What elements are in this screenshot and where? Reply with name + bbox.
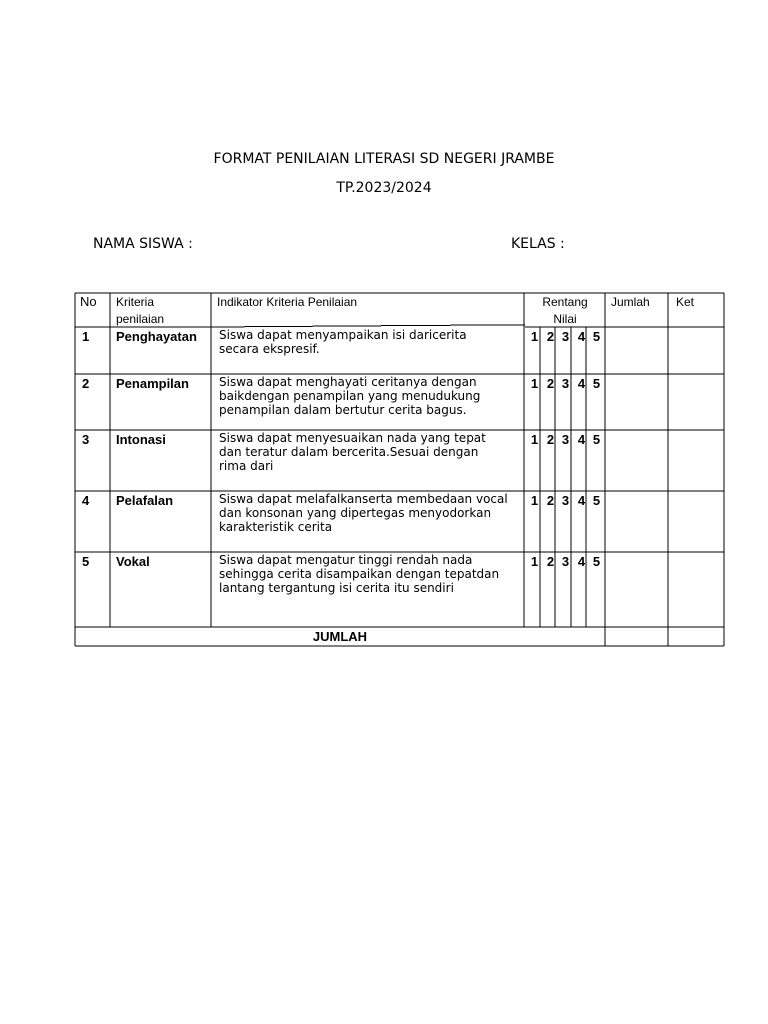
score-option-2: 2 (546, 376, 555, 391)
header-criteria-line2: penilaian (116, 312, 165, 326)
score-option-4: 4 (577, 329, 586, 344)
criterion-name: Intonasi (116, 432, 166, 447)
score-option-1: 1 (530, 376, 539, 391)
criterion-name: Vokal (116, 554, 150, 569)
score-option-4: 4 (577, 554, 586, 569)
header-no: No (80, 294, 97, 309)
header-range-line1: Rentang (542, 295, 588, 309)
criterion-name: Penghayatan (116, 329, 197, 344)
score-option-2: 2 (546, 554, 555, 569)
score-option-4: 4 (577, 376, 586, 391)
class-label: KELAS : (511, 236, 565, 252)
score-option-1: 1 (530, 554, 539, 569)
score-option-3: 3 (561, 329, 570, 344)
score-option-5: 5 (592, 493, 601, 508)
score-option-3: 3 (561, 493, 570, 508)
document-title: FORMAT PENILAIAN LITERASI SD NEGERI JRAMBE (213, 151, 555, 167)
row-number: 1 (82, 329, 90, 344)
score-option-5: 5 (592, 376, 601, 391)
header-sum: Jumlah (611, 295, 650, 309)
score-option-2: 2 (546, 329, 555, 344)
total-label: JUMLAH (312, 629, 368, 644)
school-year: TP.2023/2024 (336, 180, 432, 196)
score-option-3: 3 (561, 554, 570, 569)
indicator-text: Siswa dapat mengatur tinggi rendah nada sehingga cerita disampaikan dengan tepatdan lantang tergantung isi cerita itu sendiri (219, 553, 500, 595)
indicator-text: Siswa dapat menghayati ceritanya dengan baikdengan penampilan yang menudukung penampilan dalam bertutur cerita bagus. (219, 375, 481, 417)
row-number: 4 (82, 493, 90, 508)
score-option-5: 5 (592, 554, 601, 569)
score-option-2: 2 (546, 432, 555, 447)
indicator-text: Siswa dapat menyesuaikan nada yang tepat dan teratur dalam bercerita.Sesuai dengan rima dari (219, 431, 486, 473)
header-criteria-line1: Kriteria (116, 295, 155, 309)
score-option-4: 4 (577, 432, 586, 447)
score-option-1: 1 (530, 493, 539, 508)
criterion-name: Penampilan (116, 376, 189, 391)
criterion-name: Pelafalan (116, 493, 174, 508)
header-range-line2: Nilai (553, 312, 577, 326)
score-option-5: 5 (592, 432, 601, 447)
header-note: Ket (676, 295, 695, 309)
header-indicator: Indikator Kriteria Penilaian (217, 295, 358, 309)
score-option-4: 4 (577, 493, 586, 508)
row-number: 3 (82, 432, 90, 447)
indicator-text: Siswa dapat menyampaikan isi daricerita secara ekspresif. (219, 328, 467, 356)
row-number: 5 (82, 554, 90, 569)
indicator-text: Siswa dapat melafalkanserta membedaan vocal dan konsonan yang dipertegas menyodorkan karakteristik cerita (219, 492, 508, 534)
score-option-5: 5 (592, 329, 601, 344)
score-option-1: 1 (530, 329, 539, 344)
score-option-1: 1 (530, 432, 539, 447)
student-name-label: NAMA SISWA : (93, 236, 193, 252)
row-number: 2 (82, 376, 90, 391)
score-option-3: 3 (561, 432, 570, 447)
score-option-3: 3 (561, 376, 570, 391)
score-option-2: 2 (546, 493, 555, 508)
